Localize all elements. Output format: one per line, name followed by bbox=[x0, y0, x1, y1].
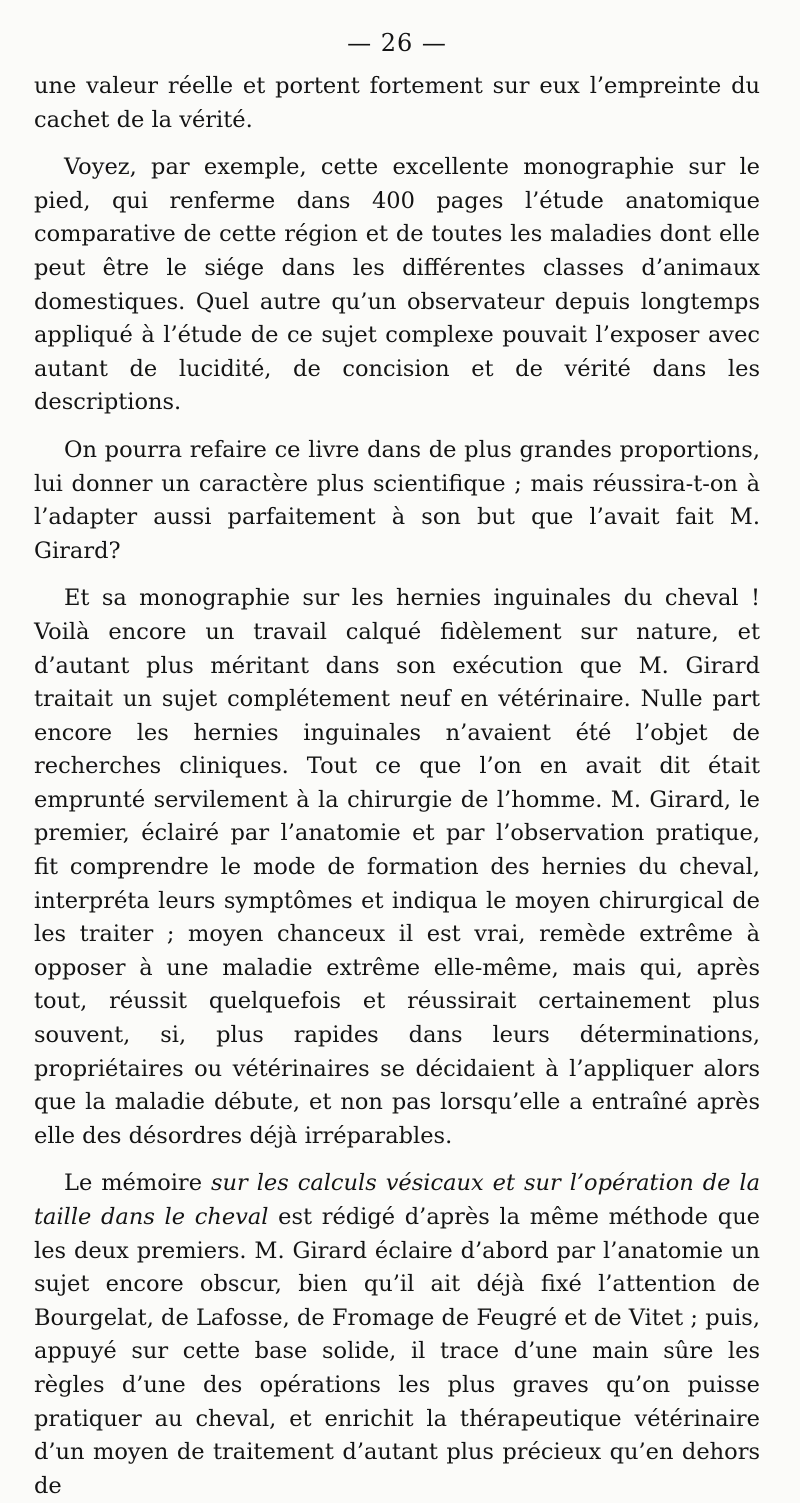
calculs-title-italic: sur les calculs vésicaux et sur l’opération de la taille dans le cheval bbox=[34, 1170, 760, 1230]
body-text bbox=[34, 70, 760, 1503]
paragraph-continuation: une valeur réelle et portent fortement sur eux l’empreinte du cachet de la vérité. bbox=[34, 73, 760, 133]
calculs-tail: est rédigé d’après la même méthode que les deux premiers. M. Girard éclaire d’abord par l’anatomie un sujet encore obscur, bien qu’il ait déjà fixé l’attention de Bourgelat, de Lafosse, de Fromage de Feugré et de Vitet ; puis, appuyé sur cette base solide, il trace d’une main sûre les règles d’une des opérations les plus graves qu’on puisse pratiquer au cheval, et enrichit la thérapeutique vétérinaire d’un moyen de traitement d’autant plus précieux qu’en dehors de bbox=[34, 1204, 760, 1499]
paragraph-refaire: On pourra refaire ce livre dans de plus grandes proportions, lui donner un caractère plus scientifique ; mais réussira-t-on à l’adapter aussi parfaitement à son but que l’avait fait M. Girard? bbox=[34, 436, 760, 564]
page-number: — 26 — bbox=[347, 29, 447, 57]
paragraph-pied-monograph: Voyez, par exemple, cette excellente monographie sur le pied, qui renferme dans 400 pages l’étude anatomique comparative de cette région et de toutes les maladies dont elle peut être le siége dans les différentes classes d’animaux domestiques. Quel autre qu’un observateur depuis longtemps appliqué à l’étude de ce sujet complexe pouvait l’exposer avec autant de lucidité, de concision et de vérité dans les descriptions. bbox=[34, 154, 760, 416]
paragraph-hernies: Et sa monographie sur les hernies inguinales du cheval ! Voilà encore un travail calqué fidèlement sur nature, et d’autant plus méritant dans son exécution que M. Girard traitait un sujet complétement neuf en vétérinaire. Nulle part encore les hernies inguinales n’avaient été l’objet de recherches cliniques. Tout ce que l’on en avait dit était emprunté servilement à la chirurgie de l’homme. M. Girard, le premier, éclairé par l’anatomie et par l’observation pratique, fit comprendre le mode de formation des hernies du cheval, interpréta leurs symptômes et indiqua le moyen chirurgical de les traiter ; moyen chanceux il est vrai, remède extrême à opposer à une maladie extrême elle-même, mais qui, après tout, réussit quelquefois et réussirait certainement plus souvent, si, plus rapides dans leurs déterminations, propriétaires ou vétérinaires se décidaient à l’appliquer alors que la maladie débute, et non pas lorsqu’elle a entraîné après elle des désordres déjà irréparables. bbox=[34, 585, 760, 1149]
paragraph-calculs bbox=[34, 1167, 760, 1503]
calculs-lead: Le mémoire bbox=[64, 1170, 211, 1197]
